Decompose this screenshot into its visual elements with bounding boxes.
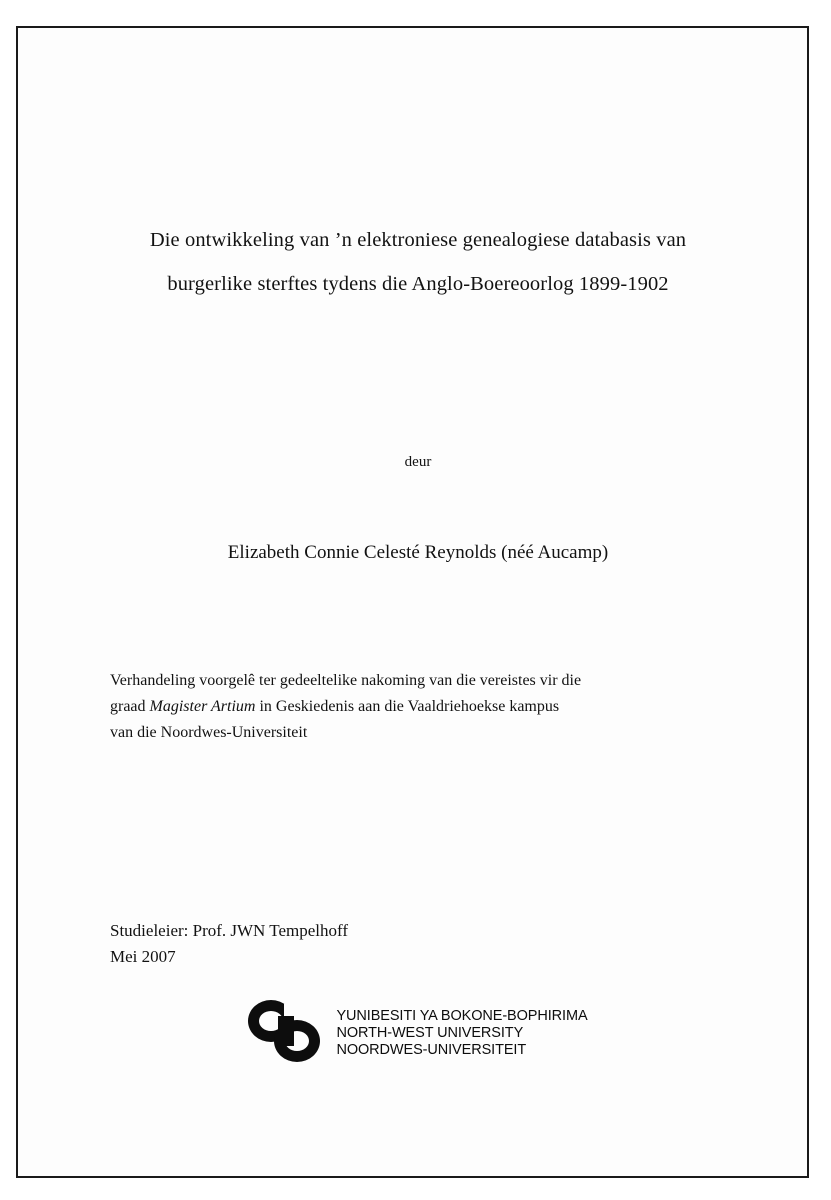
statement-line-2-prefix: graad <box>110 698 150 715</box>
page-border <box>16 26 809 1178</box>
logo-bar <box>278 1016 294 1046</box>
author-name: Elizabeth Connie Celesté Reynolds (néé Aucamp) <box>227 542 609 563</box>
statement-line-3: van die Noordwes-Universiteit <box>110 724 308 741</box>
logo-wordmark <box>336 1008 587 1059</box>
logo-notch <box>284 1004 304 1016</box>
logo-line-3: NOORDWES-UNIVERSITEIT <box>336 1041 527 1058</box>
by-label: deur <box>404 454 432 470</box>
logo-line-1: YUNIBESITI YA BOKONE-BOPHIRIMA <box>336 1007 588 1024</box>
thesis-title <box>108 218 728 306</box>
degree-statement <box>110 668 728 746</box>
statement-line-2 <box>110 694 728 720</box>
logo-line-2: NORTH-WEST UNIVERSITY <box>336 1024 524 1041</box>
degree-name: Magister Artium <box>149 698 256 715</box>
title-line-2: burgerlike sterftes tydens die Anglo-Boereoorlog 1899-1902 <box>167 273 669 295</box>
supervisor-line: Studieleier: Prof. JWN Tempelhoff <box>110 921 349 940</box>
statement-line-1: Verhandeling voorgelê ter gedeeltelike nakoming van die vereistes vir die <box>110 672 582 689</box>
statement-line-2-suffix: in Geskiedenis aan die Vaaldriehoekse kampus <box>255 698 560 715</box>
page-content <box>108 88 728 1118</box>
date-line: Mei 2007 <box>110 947 176 966</box>
nwu-logo-icon <box>248 998 326 1068</box>
title-line-1: Die ontwikkeling van ’n elektroniese genealogiese databasis van <box>149 229 687 251</box>
university-logo <box>108 998 728 1068</box>
